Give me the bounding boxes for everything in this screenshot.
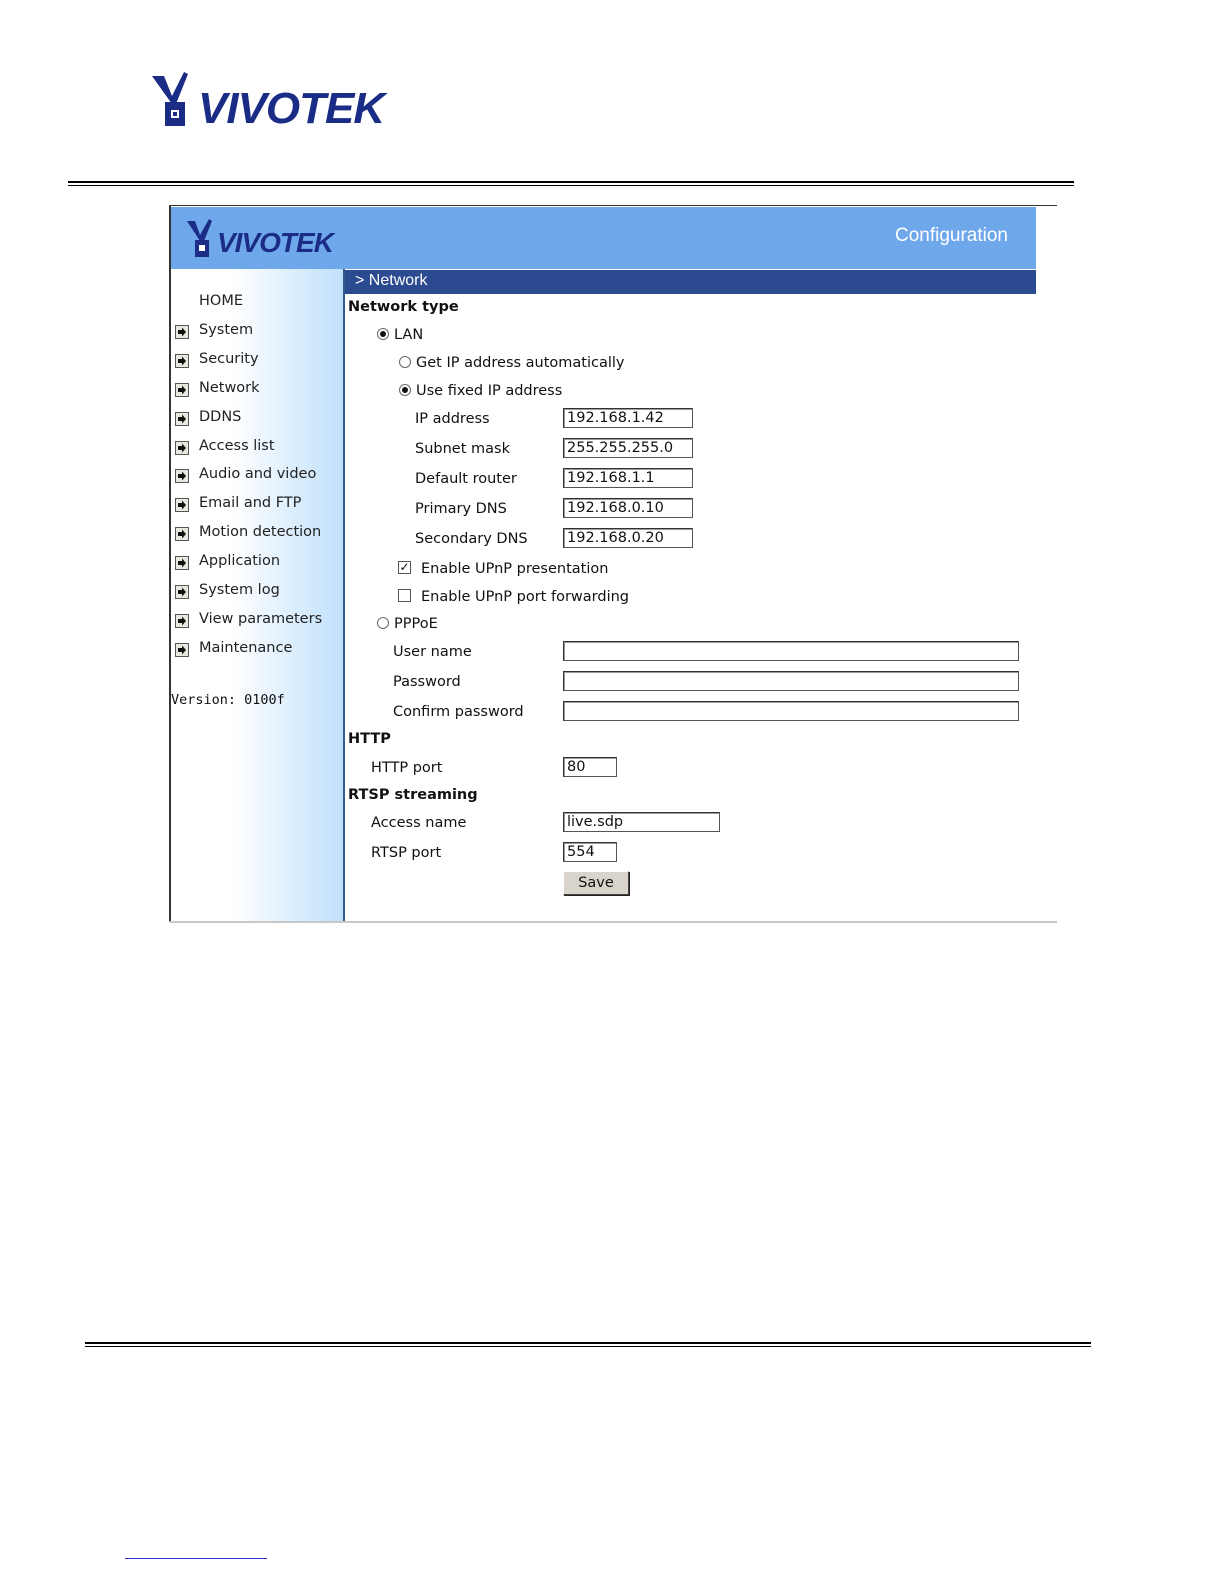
sidebar-item-security[interactable]: [171, 350, 344, 372]
lan-label: LAN: [394, 327, 424, 343]
subnet-mask-input[interactable]: 255.255.255.0: [563, 438, 693, 458]
document-logo-text: VIVOTEK: [198, 84, 385, 133]
top-rule-thin: [68, 185, 1074, 186]
fixed-ip-label: Use fixed IP address: [416, 383, 563, 399]
bottom-rule-thin: [85, 1346, 1091, 1347]
sidebar-item-maintenance[interactable]: [171, 639, 344, 661]
arrow-right-icon: [175, 412, 189, 426]
upnp-forwarding-label: Enable UPnP port forwarding: [421, 589, 629, 605]
user-name-label: User name: [393, 644, 472, 660]
arrow-right-icon: [175, 354, 189, 368]
sidebar-item-label: System log: [199, 582, 280, 598]
http-port-label: HTTP port: [371, 760, 443, 776]
ip-address-label: IP address: [415, 411, 490, 427]
access-name-input[interactable]: live.sdp: [563, 812, 720, 832]
arrow-right-icon: [175, 585, 189, 599]
section-title-bar: [345, 270, 1036, 294]
sidebar-divider: [343, 269, 345, 921]
header-logo-icon: [185, 219, 215, 261]
sidebar-item-label: View parameters: [199, 610, 323, 627]
user-name-input[interactable]: [563, 641, 1019, 661]
sidebar-item-access-list[interactable]: [171, 437, 344, 459]
password-input[interactable]: [563, 671, 1019, 691]
sidebar-item-system[interactable]: [171, 321, 344, 343]
http-heading: HTTP: [348, 731, 391, 747]
sidebar-item-label: DDNS: [199, 408, 242, 425]
sidebar-item-label: System: [199, 321, 254, 338]
sidebar-item-label: Email and FTP: [199, 495, 302, 512]
sidebar-item-label: HOME: [199, 293, 243, 309]
sidebar-item-label: Security: [199, 350, 259, 367]
config-header: [171, 207, 1036, 269]
bottom-rule: [85, 1342, 1091, 1344]
arrow-right-icon: [175, 498, 189, 512]
rtsp-heading: RTSP streaming: [348, 787, 478, 803]
confirm-password-input[interactable]: [563, 701, 1019, 721]
upnp-presentation-label: Enable UPnP presentation: [421, 561, 609, 577]
rtsp-port-label: RTSP port: [371, 845, 442, 861]
sidebar-nav: [171, 269, 344, 921]
subnet-mask-label: Subnet mask: [415, 441, 510, 457]
header-logo-text: VIVOTEK: [217, 227, 333, 258]
save-button[interactable]: Save: [563, 871, 629, 895]
header-title: Configuration: [894, 225, 1008, 246]
secondary-dns-input[interactable]: 192.168.0.20: [563, 528, 693, 548]
ip-address-input[interactable]: 192.168.1.42: [563, 408, 693, 428]
sidebar-item-label: Access list: [199, 437, 275, 454]
auto-ip-label: Get IP address automatically: [416, 355, 625, 371]
sidebar-item-application[interactable]: [171, 552, 344, 574]
arrow-right-icon: [175, 643, 189, 657]
pppoe-radio[interactable]: [377, 617, 389, 629]
sidebar-item-label: Motion detection: [199, 524, 322, 541]
arrow-right-icon: [175, 614, 189, 628]
lan-radio[interactable]: [377, 328, 389, 340]
arrow-right-icon: [175, 469, 189, 483]
header-logo[interactable]: [185, 219, 355, 261]
sidebar-item-label: Audio and video: [199, 466, 317, 483]
fixed-ip-radio[interactable]: [399, 384, 411, 396]
sidebar-item-motion-detection[interactable]: [171, 523, 344, 545]
default-router-input[interactable]: 192.168.1.1: [563, 468, 693, 488]
access-name-label: Access name: [371, 815, 467, 831]
sidebar-item-ddns[interactable]: [171, 408, 344, 430]
sidebar-item-label: Network: [199, 379, 260, 396]
primary-dns-input[interactable]: 192.168.0.10: [563, 498, 693, 518]
primary-dns-label: Primary DNS: [415, 501, 507, 517]
sidebar-item-network[interactable]: [171, 379, 344, 401]
section-title: > Network: [355, 272, 428, 289]
frame-top: [169, 205, 1057, 206]
sidebar-item-audio-and-video[interactable]: [171, 465, 344, 487]
arrow-right-icon: [175, 383, 189, 397]
confirm-password-label: Confirm password: [393, 704, 524, 720]
upnp-forwarding-checkbox[interactable]: [398, 589, 411, 602]
arrow-right-icon: [175, 441, 189, 455]
http-port-input[interactable]: 80: [563, 757, 617, 777]
auto-ip-radio[interactable]: [399, 356, 411, 368]
arrow-right-icon: [175, 325, 189, 339]
sidebar-item-home[interactable]: [171, 292, 344, 314]
top-rule: [68, 181, 1074, 183]
document-logo: [150, 70, 400, 134]
pppoe-label: PPPoE: [394, 616, 438, 632]
secondary-dns-label: Secondary DNS: [415, 531, 528, 547]
sidebar-item-system-log[interactable]: [171, 581, 344, 603]
frame-bottom: [169, 921, 1057, 923]
upnp-presentation-checkbox[interactable]: ✓: [399, 560, 410, 574]
password-label: Password: [393, 674, 461, 690]
sidebar-item-label: Application: [199, 553, 281, 570]
arrow-right-icon: [175, 556, 189, 570]
footer-link-underline[interactable]: [125, 1558, 267, 1559]
default-router-label: Default router: [415, 471, 517, 487]
rtsp-port-input[interactable]: 554: [563, 842, 617, 862]
sidebar-item-view-parameters[interactable]: [171, 610, 344, 632]
sidebar-item-email-and-ftp[interactable]: [171, 494, 344, 516]
arrow-right-icon: [175, 527, 189, 541]
sidebar-item-label: Maintenance: [199, 639, 293, 656]
version-label: Version: 0100f: [171, 692, 285, 708]
network-type-heading: Network type: [348, 299, 459, 315]
